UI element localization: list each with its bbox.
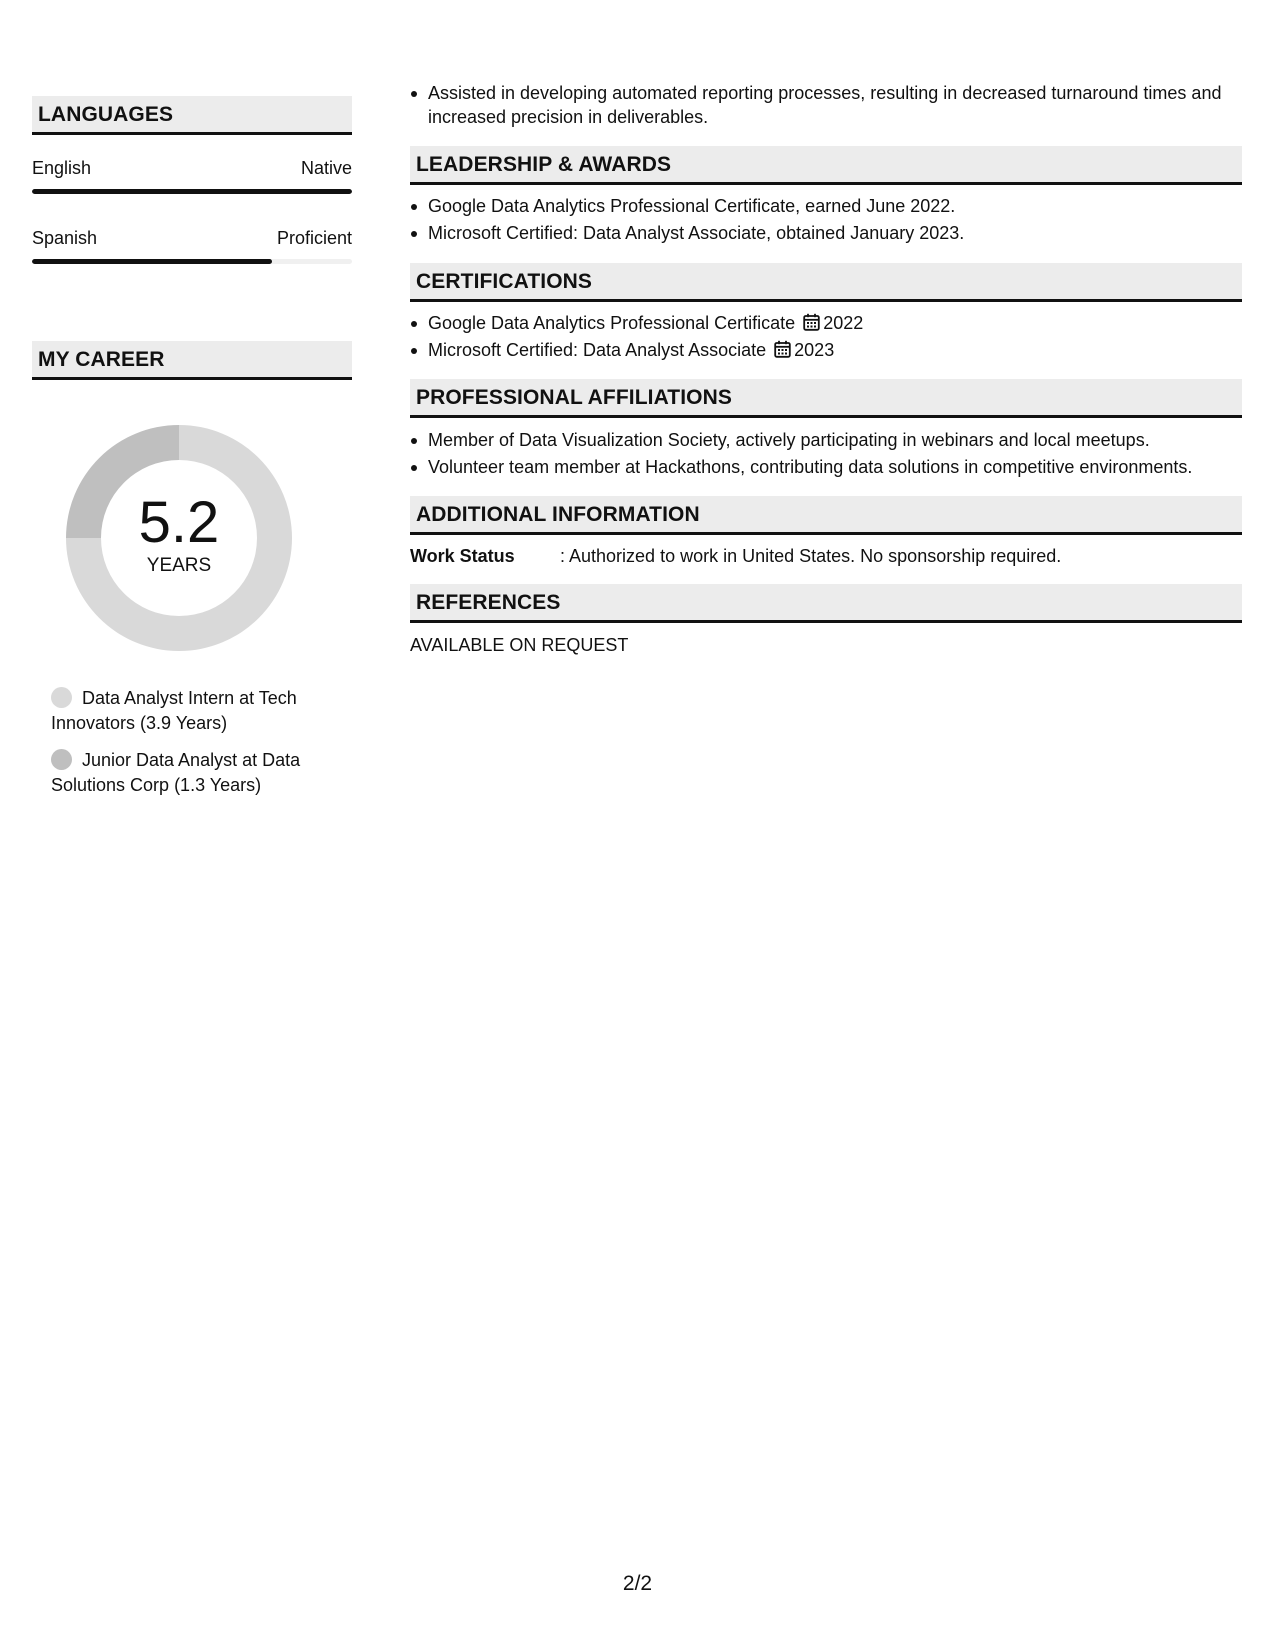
certification-year: 2022 — [823, 313, 864, 333]
career-legend — [51, 686, 351, 810]
leadership-heading: LEADERSHIP & AWARDS — [410, 146, 1242, 185]
languages-heading: LANGUAGES — [32, 96, 352, 135]
certification-item — [410, 338, 1242, 362]
career-legend-item — [51, 686, 351, 736]
legend-dot-icon — [51, 749, 72, 770]
list-item: Volunteer team member at Hackathons, contributing data solutions in competitive environments. — [410, 455, 1242, 479]
career-donut-chart — [66, 425, 292, 651]
career-heading: MY CAREER — [32, 341, 352, 380]
language-item-spanish — [32, 227, 352, 264]
list-item: Member of Data Visualization Society, actively participating in webinars and local meetups. — [410, 428, 1242, 452]
language-name: Spanish — [32, 228, 98, 248]
language-proficiency-bar — [32, 259, 352, 264]
leadership-list — [410, 194, 1242, 248]
legend-dot-icon — [51, 687, 72, 708]
references-text: AVAILABLE ON REQUEST — [410, 635, 629, 655]
language-proficiency-bar — [32, 189, 352, 194]
language-name: English — [32, 158, 92, 178]
certifications-heading: CERTIFICATIONS — [410, 263, 1242, 302]
language-proficiency-fill — [32, 259, 272, 264]
career-total-unit: YEARS — [146, 555, 212, 576]
donut-center — [66, 425, 292, 651]
certification-name: Microsoft Certified: Data Analyst Associate — [428, 340, 767, 360]
affiliations-list — [410, 428, 1242, 482]
language-proficiency-fill — [32, 189, 352, 194]
career-total-years: 5.2 — [138, 490, 220, 555]
affiliations-heading: PROFESSIONAL AFFILIATIONS — [410, 379, 1242, 418]
work-status-row — [410, 544, 1242, 568]
calendar-icon — [803, 313, 820, 331]
calendar-icon — [774, 340, 791, 358]
career-legend-item — [51, 748, 351, 798]
certification-name: Google Data Analytics Professional Certificate — [428, 313, 796, 333]
certifications-list — [410, 311, 1242, 365]
certification-year: 2023 — [794, 340, 835, 360]
certification-item — [410, 311, 1242, 335]
experience-continued-list — [410, 81, 1242, 132]
page-number: 2/2 — [622, 1572, 653, 1595]
language-level: Native — [300, 158, 352, 178]
language-item-english — [32, 157, 352, 194]
legend-label: Junior Data Analyst at Data Solutions Corp (1.3 Years) — [51, 750, 301, 795]
additional-info-heading: ADDITIONAL INFORMATION — [410, 496, 1242, 535]
list-item: Assisted in developing automated reporting processes, resulting in decreased turnaround times and increased precision in deliverables. — [410, 81, 1242, 129]
list-item: Google Data Analytics Professional Certificate, earned June 2022. — [410, 194, 1242, 218]
legend-label: Data Analyst Intern at Tech Innovators (3.9 Years) — [51, 688, 297, 733]
list-item: Microsoft Certified: Data Analyst Associate, obtained January 2023. — [410, 221, 1242, 245]
references-heading: REFERENCES — [410, 584, 1242, 623]
work-status-label: Work Status — [410, 546, 515, 566]
language-level: Proficient — [276, 228, 352, 248]
work-status-value: : Authorized to work in United States. No sponsorship required. — [560, 546, 1062, 566]
